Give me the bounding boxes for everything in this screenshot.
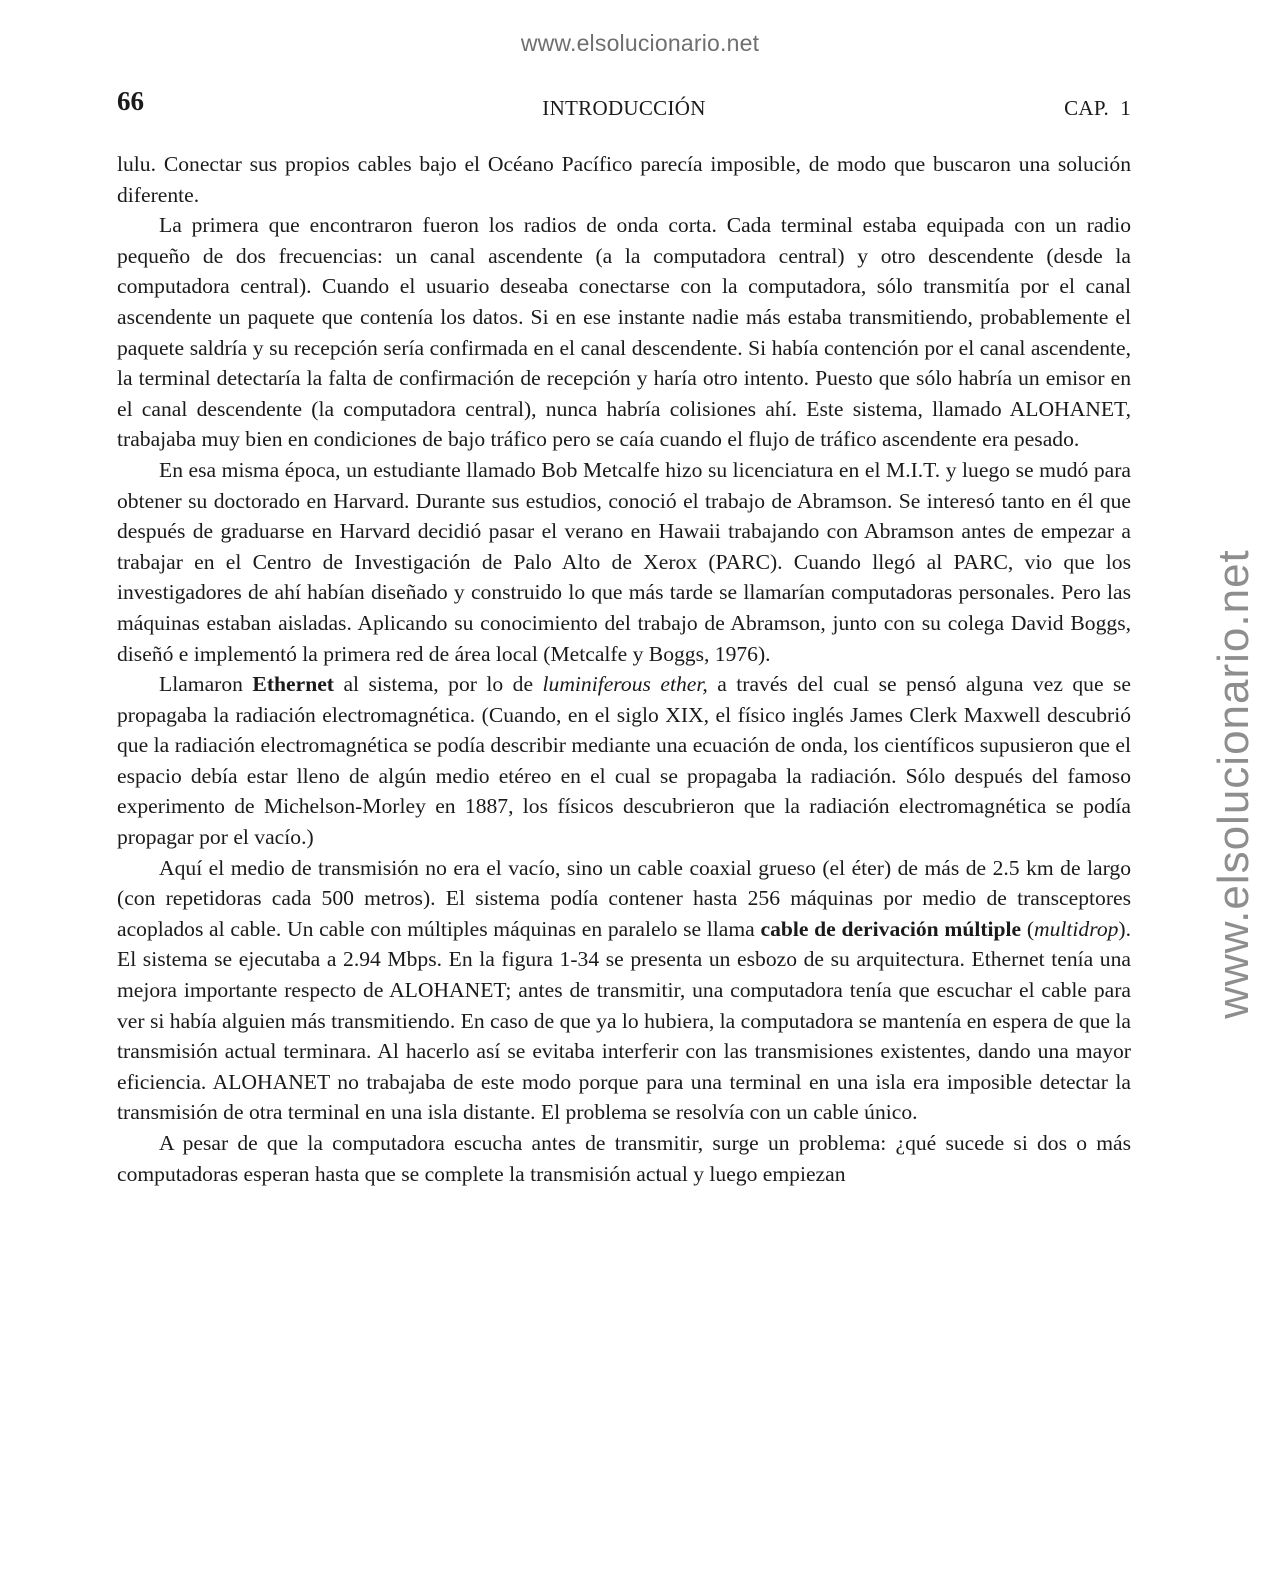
paragraph: A pesar de que la computadora escucha antes de transmitir, surge un problema: ¿qué sucede si dos o más computadoras esperan hasta que se complete la transmisión actual y luego empiezan <box>117 1131 1131 1186</box>
watermark-top: www.elsolucionario.net <box>520 30 760 56</box>
text-run: al sistema, por lo de <box>333 672 543 697</box>
page-number: 66 <box>117 86 144 116</box>
paragraph <box>117 853 1131 1128</box>
bold-term-multidrop: cable de derivación múltiple <box>760 916 1022 941</box>
text-run: a través del cual se pensó alguna vez que se propagaba la radiación electromagnética. (Cuando, en el siglo XIX, el físico inglés James Clerk Maxwell descubrió que la radiación electromagnética se podía describir mediante una ecuación de onda, los científicos supusieron que el espacio debía estar lleno de algún medio etéreo en el cual se propagaba la radiación. Sólo después del famoso experimento de Michelson-Morley en 1887, los físicos descubrieron que la radiación electromagnética se podía propagar por el vacío.) <box>117 672 1132 850</box>
page-header <box>117 86 1131 126</box>
paragraph: En esa misma época, un estudiante llamado Bob Metcalfe hizo su licenciatura en el M.I.T. y luego se mudó para obtener su doctorado en Harvard. Durante sus estudios, conoció el trabajo de Abramson. Se interesó tanto en él que después de graduarse en Harvard decidió pasar el verano en Hawaii trabajando con Abramson antes de empezar a trabajar en el Centro de Investigación de Palo Alto de Xerox (PARC). Cuando llegó al PARC, vio que los investigadores de ahí habían diseñado y construido lo que más tarde se llamarían computadoras personales. Pero las máquinas estaban aisladas. Aplicando su conocimiento del trabajo de Abramson, junto con su colega David Boggs, diseñó e implementó la primera red de área local (Metcalfe y Boggs, 1976). <box>117 457 1131 666</box>
chapter-label: CAP. 1 <box>1064 96 1131 120</box>
text-run: ( <box>1021 916 1035 941</box>
running-title: INTRODUCCIÓN <box>542 96 706 120</box>
text-run: Llamaron <box>159 672 253 697</box>
paragraph <box>117 669 1131 853</box>
italic-term: multidrop <box>1034 916 1119 941</box>
text-run: Aquí el medio de transmisión no era el vacío, sino un cable coaxial grueso (el éter) de más de 2.5 km de largo (con repetidoras cada 500 metros). El sistema podía contener hasta 256 máquinas por medio de transceptores acoplados al cable. Un cable con múltiples máquinas en paralelo se llama <box>117 855 1131 941</box>
body-text <box>117 149 1131 1189</box>
paragraph: La primera que encontraron fueron los radios de onda corta. Cada terminal estaba equipada con un radio pequeño de dos frecuencias: un canal ascendente (a la computadora central) y otro descendente (desde la computadora central). Cuando el usuario deseaba conectarse con la computadora, sólo transmitía por el canal ascendente un paquete que contenía los datos. Si en ese instante nadie más estaba transmitiendo, probablemente el paquete saldría y su recepción sería confirmada en el canal descendente. Si había contención por el canal ascendente, la terminal detectaría la falta de confirmación de recepción y haría otro intento. Puesto que sólo habría un emisor en el canal descendente (la computadora central), nunca habría colisiones ahí. Este sistema, llamado ALOHANET, trabajaba muy bien en condiciones de bajo tráfico pero se caía cuando el flujo de tráfico ascendente era pesado. <box>117 213 1131 452</box>
paragraph: lulu. Conectar sus propios cables bajo el Océano Pacífico parecía imposible, de modo que buscaron una solución diferente. <box>117 152 1131 207</box>
italic-term: luminiferous ether, <box>542 672 708 697</box>
bold-term-ethernet: Ethernet <box>252 672 334 697</box>
watermark-side: www.elsolucionario.net <box>1209 549 1258 1019</box>
text-run: ). El sistema se ejecutaba a 2.94 Mbps. En la figura 1-34 se presenta un esbozo de su arquitectura. Ethernet tenía una mejora importante respecto de ALOHANET; antes de transmitir, una computadora tenía que escuchar el cable para ver si había alguien más transmitiendo. En caso de que ya lo hubiera, la computadora se mantenía en espera de que la transmisión actual terminara. Al hacerlo así se evitaba interferir con las transmisiones existentes, dando una mayor eficiencia. ALOHANET no trabajaba de este modo porque para una terminal en una isla era imposible detectar la transmisión de otra terminal en una isla distante. El problema se resolvía con un cable único. <box>117 916 1132 1125</box>
